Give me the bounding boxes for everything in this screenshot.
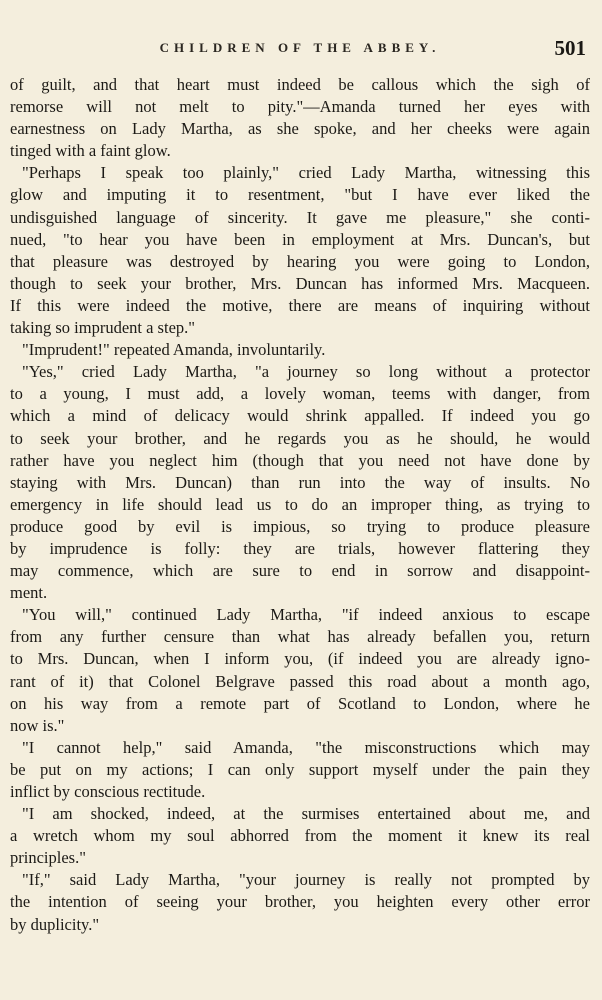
text-line: that pleasure was destroyed by hearing you were going to London, [10, 251, 590, 271]
text-line: rant of it) that Colonel Belgrave passed this road about a month ago, [10, 671, 590, 691]
text-line: undisguished language of sincerity. It gave me pleasure," she conti- [10, 207, 590, 227]
text-line: "I cannot help," said Amanda, "the misconstructions which may [22, 737, 590, 757]
text-line: on his way from a remote part of Scotland to London, where he [10, 693, 590, 713]
text-line: emergency in life should lead us to do an improper thing, as trying to [10, 494, 590, 514]
page-header [10, 36, 590, 62]
text-line: inflict by conscious rectitude. [10, 782, 206, 801]
text-line: "I am shocked, indeed, at the surmises entertained about me, and [22, 804, 590, 824]
text-line: "Imprudent!" repeated Amanda, involuntarily. [22, 340, 326, 360]
text-line: to seek your brother, and he regards you as he should, he would [10, 428, 590, 448]
text-line: of guilt, and that heart must indeed be callous which the sigh of [10, 75, 590, 94]
text-line: earnestness on Lady Martha, as she spoke, and her cheeks were again [10, 119, 590, 139]
text-line: by duplicity." [10, 914, 100, 934]
text-line: "Yes," cried Lady Martha, "a journey so long without a protector [22, 362, 590, 382]
text-line: the intention of seeing your brother, you heighten every other error [10, 892, 590, 912]
running-title: CHILDREN OF THE ABBEY. [159, 40, 441, 55]
text-line: now is." [10, 715, 65, 735]
text-line: tinged with a faint glow. [10, 141, 171, 161]
text-line: taking so imprudent a step." [10, 318, 195, 338]
text-line: nued, "to hear you have been in employment at Mrs. Duncan's, but [10, 229, 590, 249]
text-line: ment. [10, 583, 48, 603]
body-text [10, 74, 590, 936]
text-line: remorse will not melt to pity."—Amanda turned her eyes with [10, 97, 590, 117]
text-line: though to seek your brother, Mrs. Duncan has informed Mrs. Macqueen. [10, 273, 590, 293]
text-line: staying with Mrs. Duncan) than run into the way of insults. No [10, 472, 590, 492]
text-line: may commence, which are sure to end in sorrow and disappoint- [10, 561, 590, 581]
text-line: a wretch whom my soul abhorred from the moment it knew its real [10, 826, 590, 846]
text-line: to a young, I must add, a lovely woman, teems with danger, from [10, 384, 590, 404]
text-line: "If," said Lady Martha, "your journey is really not prompted by [22, 870, 590, 890]
text-line: by imprudence is folly: they are trials, however flattering they [10, 538, 590, 558]
text-line: If this were indeed the motive, there are means of inquiring without [10, 295, 590, 315]
text-line: principles." [10, 848, 86, 868]
text-line: rather have you neglect him (though that you need not have done by [10, 450, 590, 470]
text-line: be put on my actions; I can only support myself under the pain they [10, 759, 590, 779]
text-line: which a mind of delicacy would shrink appalled. If indeed you go [10, 406, 590, 426]
text-line: "You will," continued Lady Martha, "if indeed anxious to escape [22, 605, 590, 625]
text-line: "Perhaps I speak too plainly," cried Lady Martha, witnessing this [22, 163, 590, 183]
text-line: from any further censure than what has already befallen you, return [10, 627, 590, 647]
text-line: produce good by evil is impious, so trying to produce pleasure [10, 516, 590, 536]
page-number: 501 [554, 36, 586, 60]
text-line: to Mrs. Duncan, when I inform you, (if indeed you are already igno- [10, 649, 590, 669]
text-line: glow and imputing it to resentment, "but I have ever liked the [10, 185, 590, 205]
